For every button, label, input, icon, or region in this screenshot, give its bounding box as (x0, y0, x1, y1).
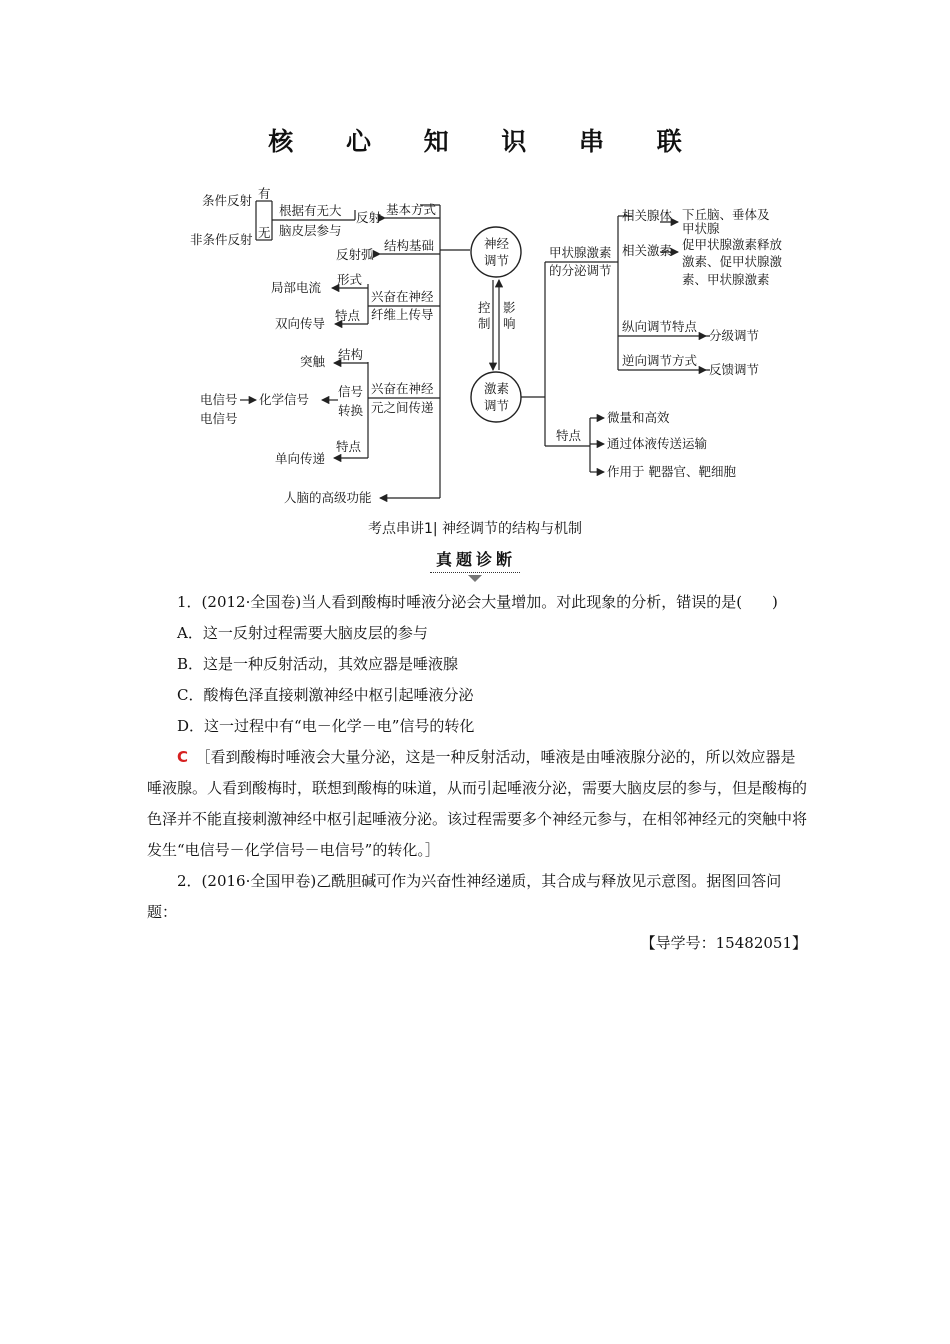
bidirectional-label: 双向传导 (275, 316, 326, 331)
hormone-1-label: 激素 (484, 381, 510, 396)
neural-regulation-node (471, 227, 521, 277)
vertical-label: 纵向调节特点 (622, 319, 698, 334)
basic-mode-label: 基本方式 (386, 202, 437, 217)
question-1-stem: 1．(2012·全国卷)当人看到酸梅时唾液分泌会大量增加。对此现象的分析，错误的是( ) (177, 593, 778, 611)
option-d: D．这一过程中有“电－化学－电”信号的转化 (177, 717, 475, 735)
thyroid-2-label: 的分泌调节 (549, 263, 612, 278)
explanation-text: ［看到酸梅时唾液会大量分泌，这是一种反射活动，唾液是由唾液腺分泌的，所以效应器是唾液腺。人看到酸梅时，联想到酸梅的味道，从而引起唾液分泌，需要大脑皮层的参与，但是酸梅的色泽并不能直接刺激神经中枢引起唾液分泌。该过程需要多个神经元参与，在相邻神经元的突触中将发生“电信号－化学信号－电信号”的转化。］ (147, 748, 808, 859)
hormones-val-3: 素、甲状腺激素 (682, 272, 770, 287)
thyroid-1-label: 甲状腺激素 (549, 245, 612, 260)
option-a: A．这一反射过程需要大脑皮层的参与 (177, 624, 428, 642)
fiber-2-label: 纤维上传导 (371, 307, 434, 322)
feature2-label: 特点 (336, 439, 362, 454)
answer-explanation (147, 742, 807, 866)
you-label: 有 (258, 186, 271, 201)
structure-label: 结构 (338, 347, 364, 362)
control-2-label: 制 (478, 316, 491, 331)
concept-map-diagram (0, 0, 950, 520)
form-label: 形式 (337, 272, 363, 287)
cortex-label: 脑皮层参与 (279, 223, 342, 238)
elec-1-label: 电信号 (200, 392, 238, 407)
question-2-stem: 2．(2016·全国甲卷)乙酰胆碱可作为兴奋性神经递质，其合成与释放见示意图。据图回答问题： (147, 872, 782, 921)
affect-1-label: 影 (503, 300, 516, 315)
feedback-label: 反馈调节 (709, 362, 760, 377)
section-subheading: 考点串讲1| 神经调节的结构与机制 (367, 521, 583, 537)
hormones-val-1: 促甲状腺激素释放 (682, 237, 783, 252)
brain-func-label: 人脑的高级功能 (284, 490, 372, 505)
glands-val-2: 甲状腺 (682, 221, 720, 236)
triangle-down-icon (468, 575, 482, 582)
between-1-label: 兴奋在神经 (371, 381, 434, 396)
local-current-label: 局部电流 (271, 280, 322, 295)
badge-text: 真题诊断 (430, 547, 520, 573)
graded-label: 分级调节 (709, 328, 760, 343)
reverse-label: 逆向调节方式 (622, 353, 698, 368)
cond-reflex-label: 条件反射 (202, 193, 253, 208)
basis-label: 根据有无大 (279, 203, 342, 218)
elec-2-label: 电信号 (200, 411, 238, 426)
reflex-label: 反射 (356, 210, 382, 225)
wu-label: 无 (258, 225, 271, 240)
signal-label: 信号 (338, 384, 364, 399)
feature-3: 作用于 靶器官、靶细胞 (607, 464, 736, 479)
reflex-arc-label: 反射弧 (336, 247, 374, 262)
option-b: B．这是一种反射活动，其效应器是唾液腺 (177, 655, 459, 673)
question-1 (147, 587, 807, 959)
synapse-label: 突触 (300, 354, 326, 369)
page-title: 核 心 知 识 串 联 (268, 127, 704, 156)
struct-basis-label: 结构基础 (384, 238, 435, 253)
hormone-2-label: 调节 (484, 398, 510, 413)
glands-val-1: 下丘脑、垂体及 (682, 207, 770, 222)
option-c: C．酸梅色泽直接刺激神经中枢引起唾液分泌 (177, 686, 474, 704)
hormone-regulation-node (471, 372, 521, 422)
convert-label: 转换 (338, 403, 364, 418)
uncond-reflex-label: 非条件反射 (190, 232, 253, 247)
guide-number: 【导学号：15482051】 (640, 934, 807, 952)
control-1-label: 控 (478, 300, 491, 315)
unidirectional-label: 单向传递 (275, 451, 326, 466)
feature-1: 微量和高效 (607, 410, 670, 425)
feature-2: 通过体液传送运输 (607, 436, 708, 451)
glands-label: 相关腺体 (622, 208, 673, 223)
hormones-val-2: 激素、促甲状腺激 (682, 254, 783, 269)
answer-letter: C (177, 748, 189, 766)
hormones-label: 相关激素 (622, 243, 673, 258)
neural-2-label: 调节 (484, 253, 510, 268)
feature-label: 特点 (335, 308, 361, 323)
features-label: 特点 (556, 428, 582, 443)
neural-1-label: 神经 (484, 236, 510, 251)
affect-2-label: 响 (503, 316, 516, 331)
between-2-label: 元之间传递 (371, 400, 434, 415)
fiber-1-label: 兴奋在神经 (371, 289, 434, 304)
chem-signal-label: 化学信号 (259, 392, 310, 407)
section-badge (0, 547, 950, 582)
